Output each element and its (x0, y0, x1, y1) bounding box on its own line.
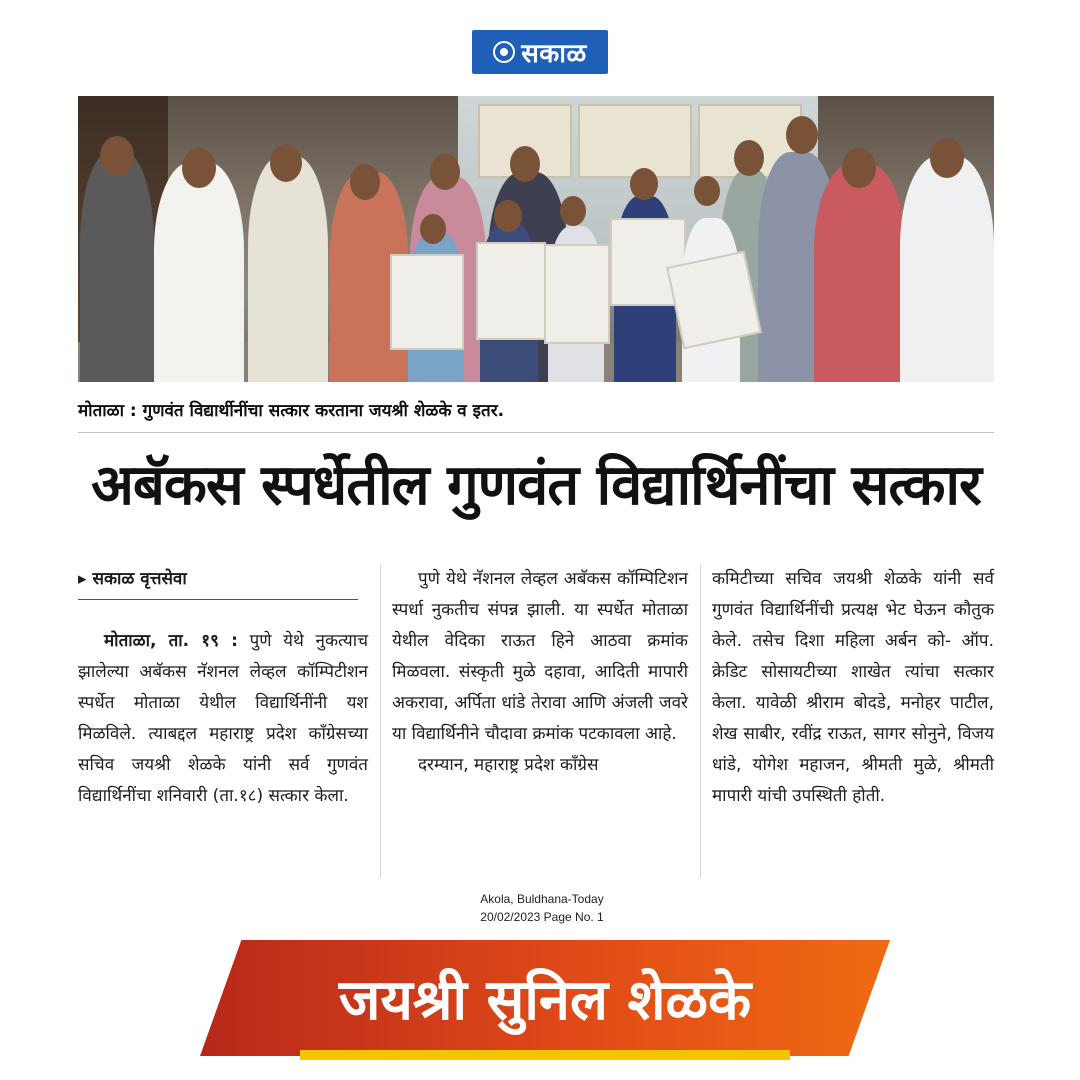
column-divider (380, 564, 381, 878)
name-banner (200, 940, 890, 1056)
caption-divider (78, 432, 994, 433)
byline: ▸ सकाळ वृत्तसेवा (78, 569, 187, 589)
article-column-1 (78, 564, 368, 812)
byline-divider (78, 599, 358, 600)
article-headline: अबॅकस स्पर्धेतील गुणवंत विद्यार्थिनींचा सत्कार (91, 453, 981, 518)
column-divider (700, 564, 701, 878)
source-date-page: 20/02/2023 Page No. 1 (480, 910, 604, 924)
news-photo (78, 96, 994, 382)
dateline: मोताळा, ता. १९ : (104, 631, 238, 651)
banner-underline (300, 1050, 790, 1060)
source-note (452, 890, 632, 926)
source-edition: Akola, Buldhana-Today (480, 892, 604, 906)
article-column-2 (392, 564, 688, 781)
sakal-logo (472, 30, 608, 74)
column-1-text: पुणे येथे नुकत्याच झालेल्या अबॅकस नॅशनल लेव्हल कॉम्पिटीशन स्पर्धेत मोताळा येथील विद्यार्थिनींनी यश मिळविले. त्याबद्दल महाराष्ट्र प्रदेश काँग्रेसच्या सचिव जयश्री शेळके यांनी सर्व गुणवंत विद्यार्थिनींचा शनिवारी (ता.१८) सत्कार केला. (78, 631, 368, 806)
byline-text: सकाळ वृत्तसेवा (92, 569, 187, 589)
logo-emblem-icon (493, 41, 515, 63)
column-2-paragraph-1: पुणे येथे नॅशनल लेव्हल अबॅकस कॉम्पिटिशन स्पर्धा नुकतीच संपन्न झाली. या स्पर्धेत मोताळा येथील वेदिका राऊत हिने आठवा क्रमांक मिळवला. संस्कृती मुळे दहावा, आदिती मापारी अकरावा, अर्पिता धांडे तेरावा आणि अंजली जवरे या विद्यार्थिनीने चौदावा क्रमांक पटकावला आहे. (392, 569, 688, 744)
logo-text: सकाळ (521, 39, 587, 69)
column-1-paragraph (78, 626, 368, 812)
photo-caption: मोताळा : गुणवंत विद्यार्थीनींचा सत्कार करताना जयश्री शेळके व इतर. (78, 401, 505, 421)
article-column-3 (712, 564, 994, 812)
column-3-paragraph: कमिटीच्या सचिव जयश्री शेळके यांनी सर्व गुणवंत विद्यार्थिनींची प्रत्यक्ष भेट घेऊन कौतुक केले. तसेच दिशा महिला अर्बन को- ऑप. क्रेडिट सोसायटीच्या शाखेत त्यांचा सत्कार केला. यावेळी श्रीराम बोदडे, मनोहर पाटील, शेख साबीर, रवींद्र राऊत, सागर सोनुने, विजय धांडे, योगेश महाजन, श्रीमती मुळे, श्रीमती मापारी यांची उपस्थिती होती. (712, 569, 994, 806)
column-2-paragraph-2: दरम्यान, महाराष्ट्र प्रदेश काँग्रेस (418, 755, 599, 775)
name-banner-text: जयश्री सुनिल शेळके (338, 968, 752, 1033)
